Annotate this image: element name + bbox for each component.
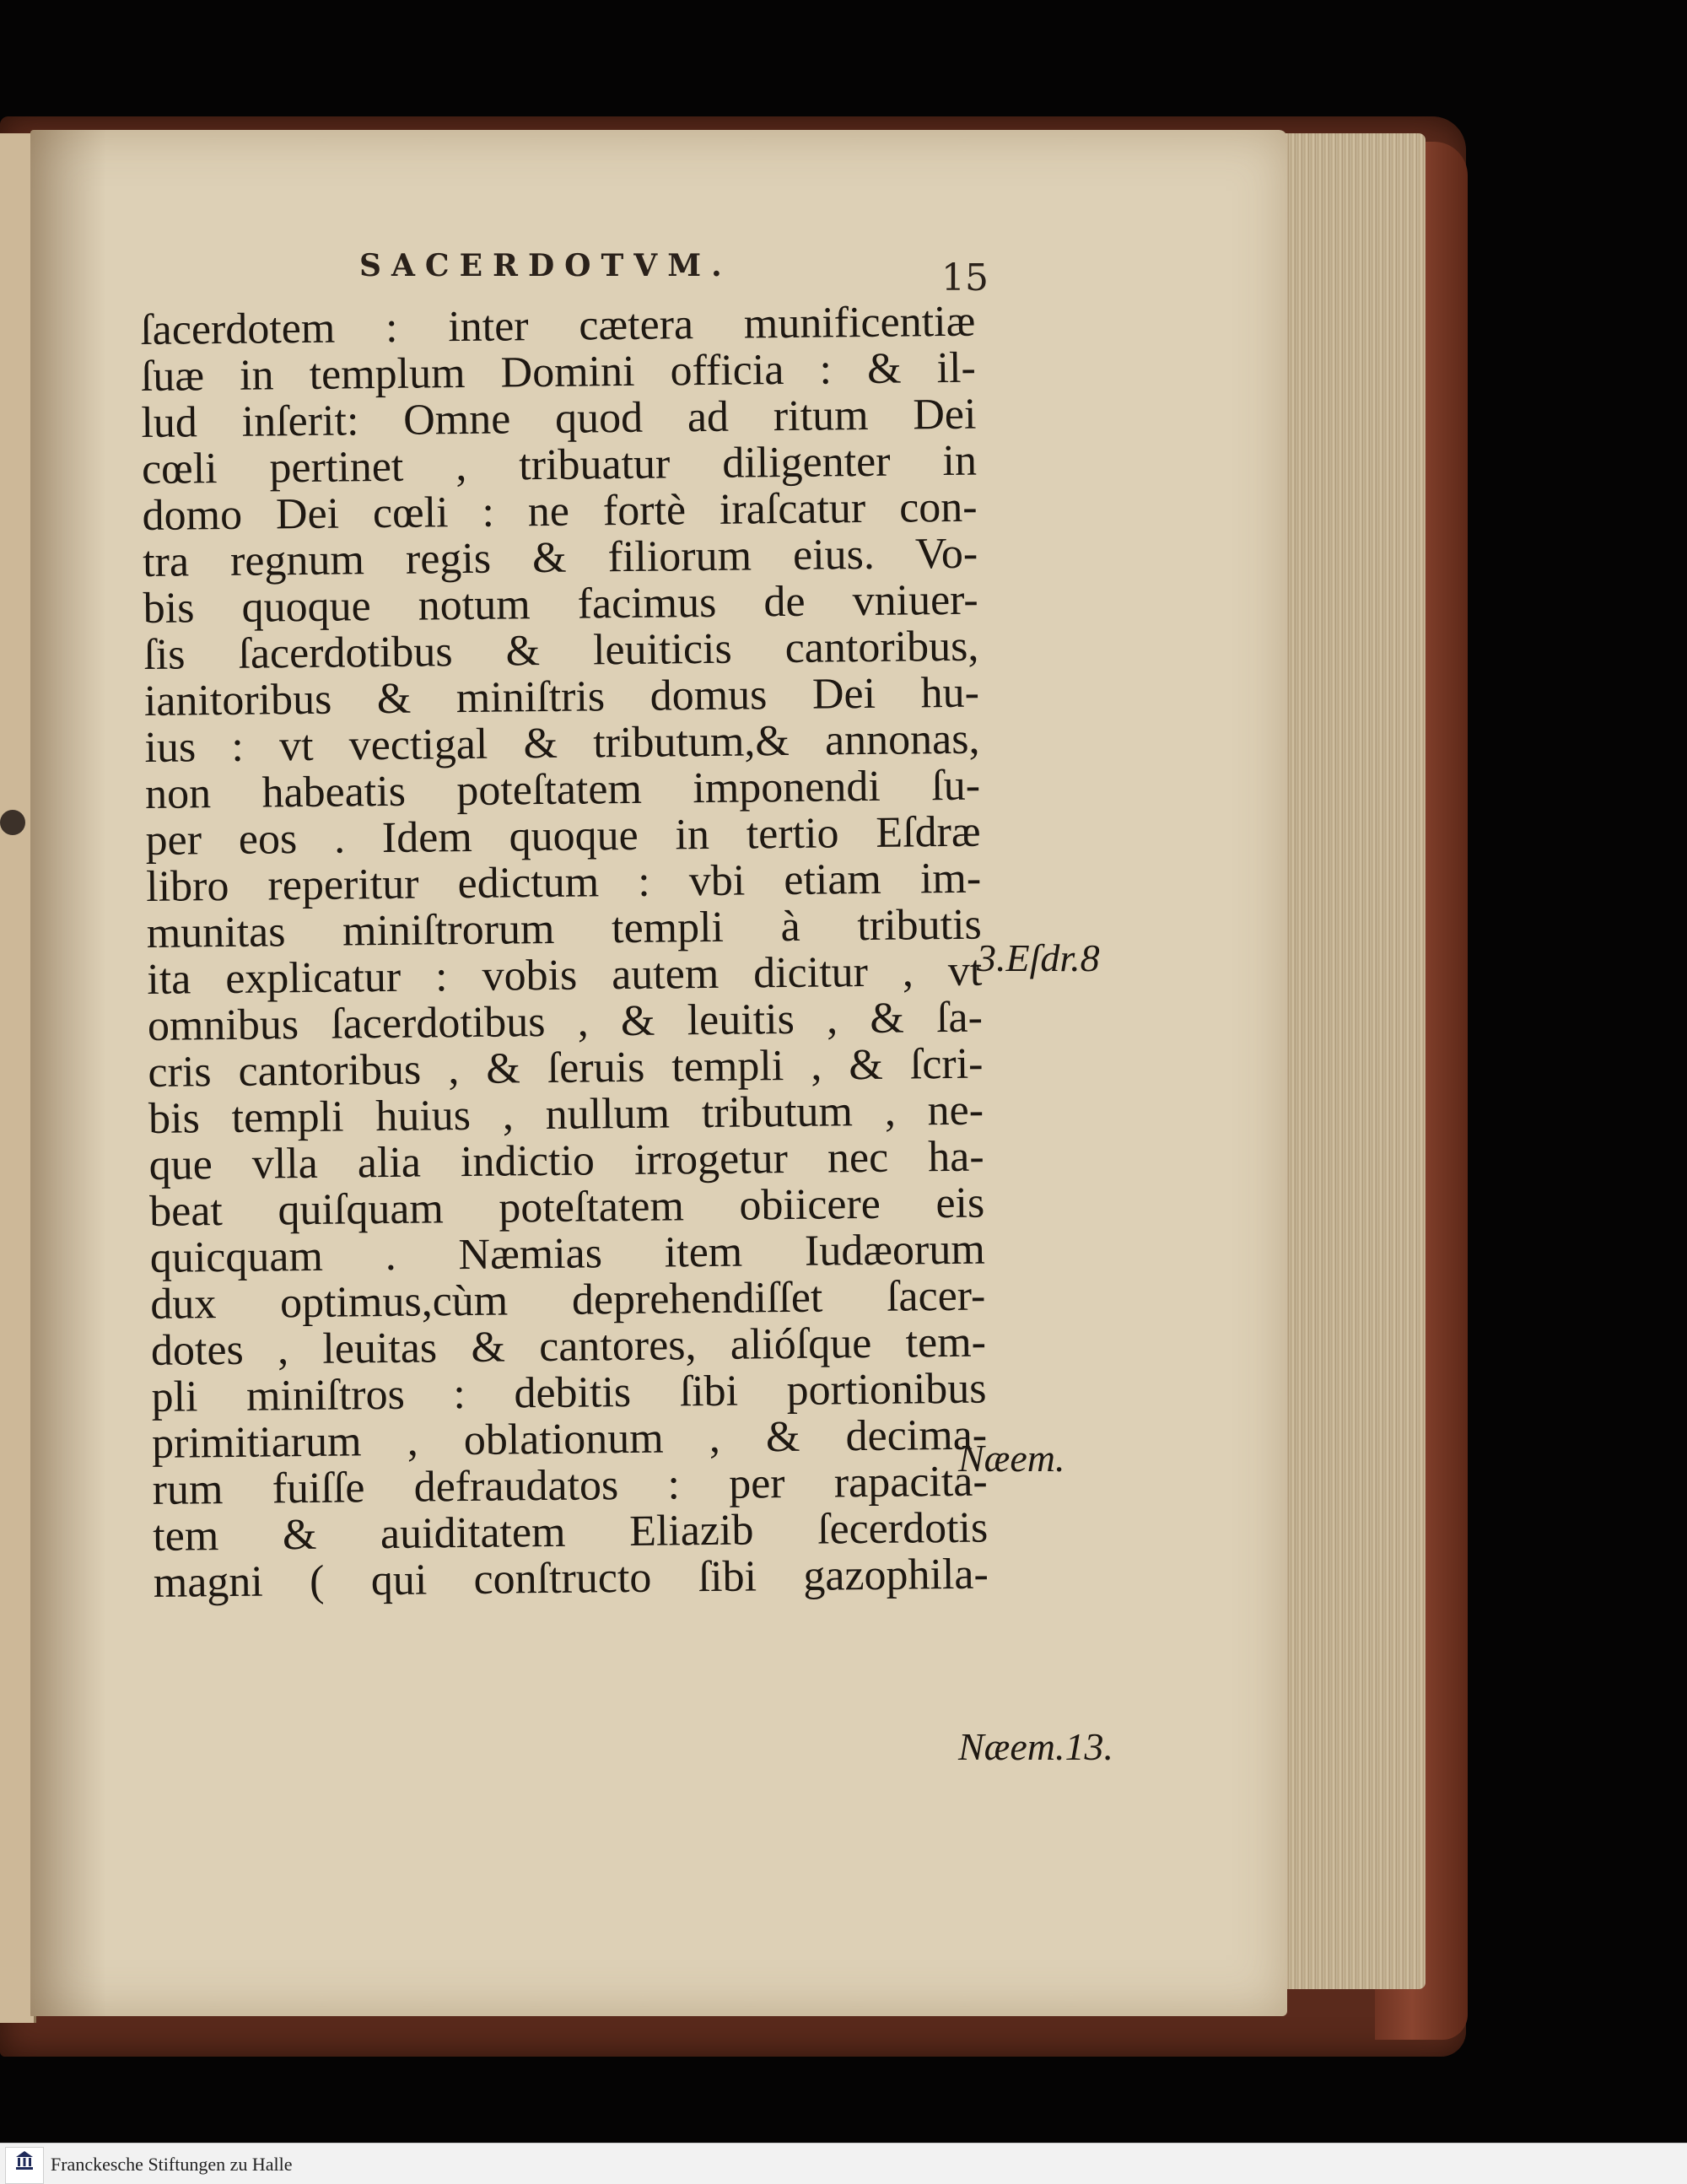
text-line: ita explicatur : vobis autem dicitur , vt xyxy=(147,946,983,1004)
text-line: que vlla alia indictio irrogetur nec ha- xyxy=(148,1132,984,1189)
text-line: per eos . Idem quoque in tertio Eſdræ xyxy=(145,807,981,865)
institution-logo[interactable] xyxy=(5,2147,44,2184)
running-head: SACERDOTVM. xyxy=(359,248,732,283)
text-line: tra regnum regis & filiorum eius. Vo- xyxy=(142,529,978,586)
text-line: dotes , leuitas & cantores, alióſque tem- xyxy=(150,1318,987,1375)
text-line: ſacerdotem : inter cætera munificentiæ xyxy=(139,297,976,354)
text-line: munitas miniſtrorum templi à tributis xyxy=(146,900,983,957)
text-line: ſis ſacerdotibus & leuiticis cantoribus, xyxy=(143,622,979,679)
text-line: dux optimus,cùm deprehendiſſet ſacer- xyxy=(150,1271,986,1329)
text-block xyxy=(140,299,989,1606)
text-line: magni ( qui conſtructo ſibi gazophila- xyxy=(153,1550,989,1607)
text-line: cris cantoribus , & ſeruis templi , & ſcri- xyxy=(148,1039,984,1097)
text-line: cœli pertinet , tribuatur diligenter in xyxy=(141,436,978,493)
gutter-shadow xyxy=(30,130,106,2016)
text-line: beat quiſquam poteſtatem obiicere eis xyxy=(148,1178,985,1236)
institution-name: Franckesche Stiftungen zu Halle xyxy=(51,2154,293,2175)
text-line: primitiarum , oblationum , & decima- xyxy=(151,1410,988,1468)
text-line: domo Dei cœli : ne fortè iraſcatur con- xyxy=(142,483,978,540)
text-line: quicquam . Næmias item Iudæorum xyxy=(149,1225,986,1282)
book-page xyxy=(30,130,1287,2016)
text-line: rum fuiſſe defraudatos : per rapacita- xyxy=(152,1457,988,1514)
book xyxy=(0,100,1468,2065)
text-line: lud inſerit: Omne quod ad ritum Dei xyxy=(141,390,977,447)
text-line: pli miniſtros : debitis ſibi portionibus xyxy=(151,1364,987,1421)
text-line: omnibus ſacerdotibus , & leuitis , & ſa- xyxy=(147,993,984,1050)
text-line: tem & auiditatem Eliazib ſecerdotis xyxy=(152,1503,989,1561)
page-number: 15 xyxy=(941,256,989,299)
text-line: ſuæ in templum Domini officia : & il- xyxy=(140,343,977,401)
text-line: non habeatis poteſtatem imponendi ſu- xyxy=(144,761,981,818)
text-line: ius : vt vectigal & tributum,& annonas, xyxy=(144,715,980,772)
footer-bar xyxy=(0,2143,1687,2184)
text-line: bis templi huius , nullum tributum , ne- xyxy=(148,1086,984,1143)
margin-note: Næem. xyxy=(958,1437,1065,1480)
margin-note: Næem.13. xyxy=(958,1725,1113,1768)
ink-blot xyxy=(0,810,25,835)
building-icon xyxy=(16,2151,33,2170)
text-line: libro reperitur edictum : vbi etiam im- xyxy=(145,854,982,911)
text-line: bis quoque notum facimus de vniuer- xyxy=(143,575,978,633)
text-line: ianitoribus & miniſtris domus Dei hu- xyxy=(143,668,980,725)
margin-note: 3.Eſdr.8 xyxy=(977,936,1100,979)
